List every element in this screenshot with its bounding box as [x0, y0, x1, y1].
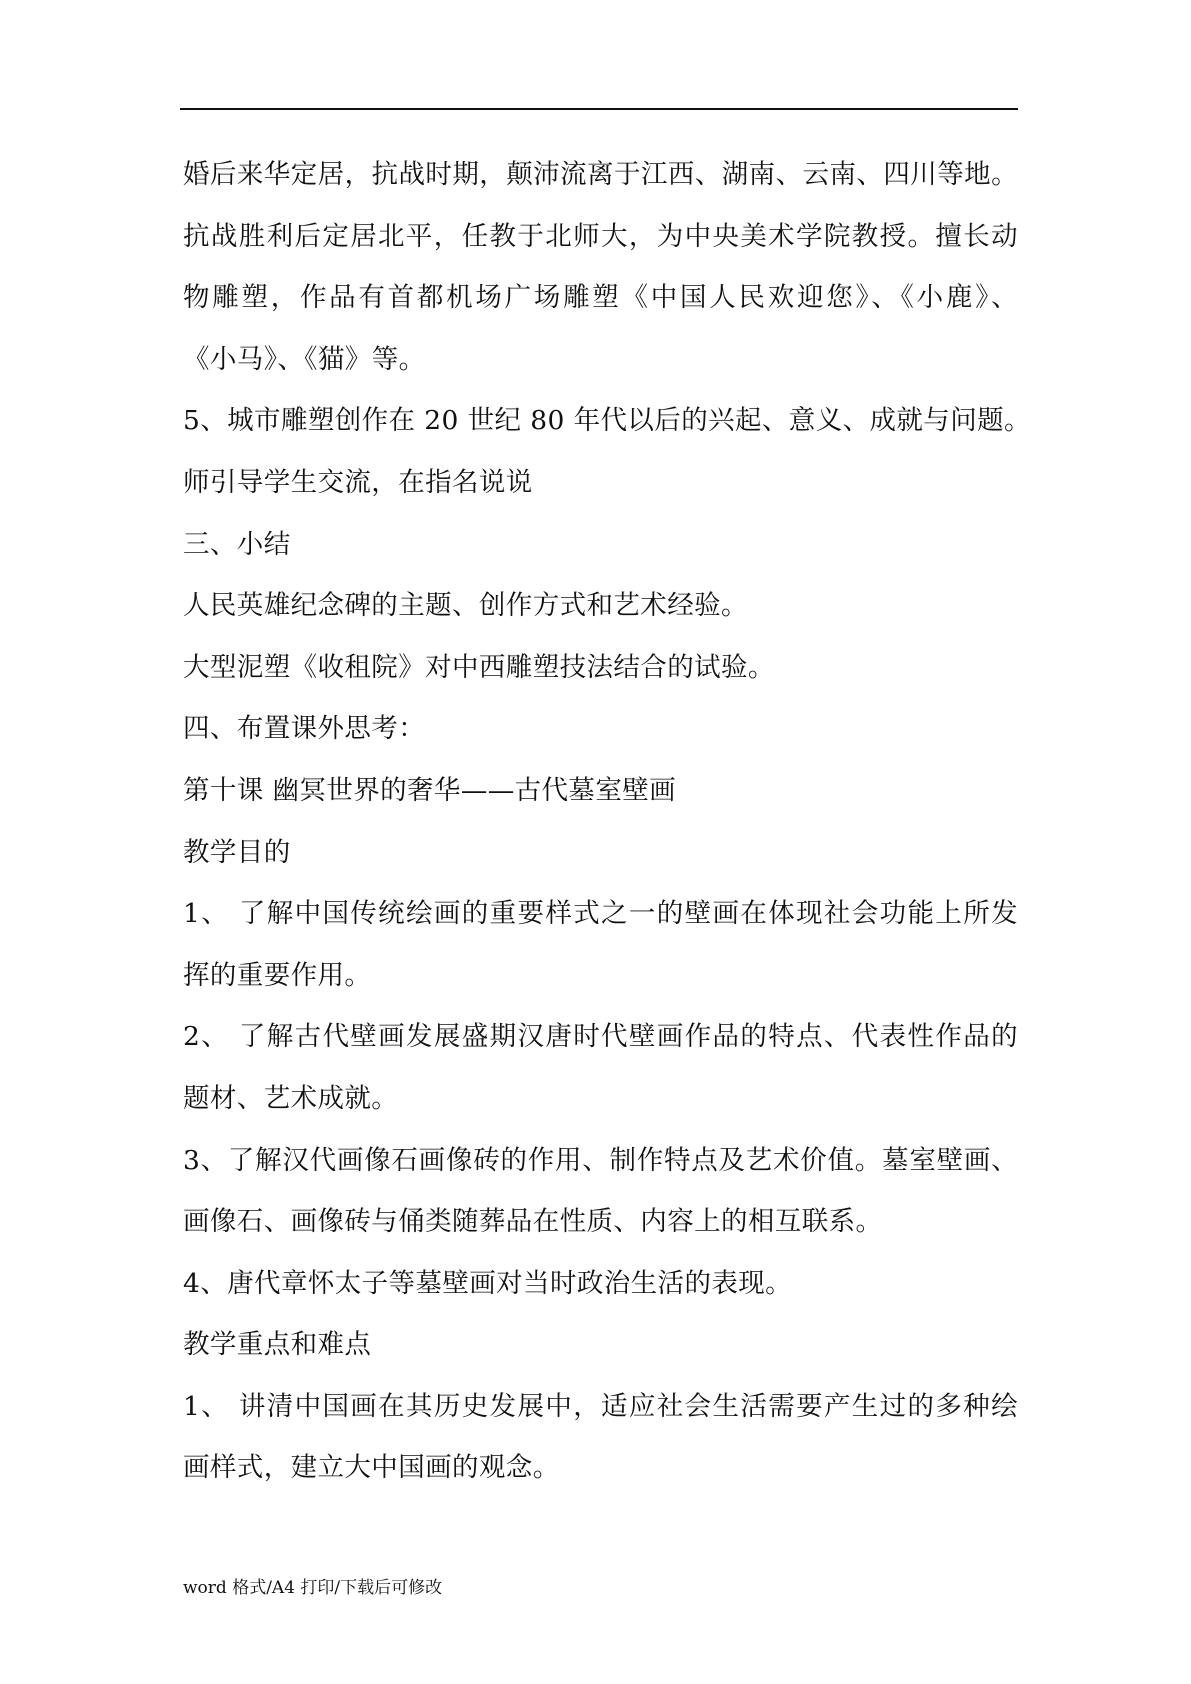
section-heading: 教学重点和难点 — [183, 1329, 372, 1361]
text-line: 4、唐代章怀太子等墓壁画对当时政治生活的表现。 — [183, 1267, 793, 1299]
text-line: 画像石、画像砖与俑类随葬品在性质、内容上的相互联系。 — [183, 1206, 883, 1238]
text-line: 5、城市雕塑创作在 20 世纪 80 年代以后的兴起、意义、成就与问题。 — [183, 405, 1031, 437]
text-line: 婚后来华定居，抗战时期，颠沛流离于江西、湖南、云南、四川等地。 — [183, 159, 1018, 190]
text-line: 1、 讲清中国画在其历史发展中，适应社会生活需要产生过的多种绘 — [183, 1390, 1018, 1422]
text-line: 人民英雄纪念碑的主题、创作方式和艺术经验。 — [183, 590, 748, 622]
text-line: 1、 了解中国传统绘画的重要样式之一的壁画在体现社会功能上所发 — [183, 898, 1018, 930]
section-heading: 四、布置课外思考： — [183, 713, 426, 745]
text-line: 2、 了解古代壁画发展盛期汉唐时代壁画作品的特点、代表性作品的 — [183, 1021, 1018, 1053]
text-line: 挥的重要作用。 — [183, 959, 372, 991]
section-heading: 三、小结 — [183, 528, 291, 560]
text-line: 《小马》、《猫》等。 — [183, 343, 426, 375]
lesson-title: 第十课 幽冥世界的奢华——古代墓室壁画 — [183, 774, 677, 806]
header-rule — [180, 108, 1018, 110]
text-line: 画样式，建立大中国画的观念。 — [183, 1452, 560, 1484]
page-footer: word 格式/A4 打印/下载后可修改 — [183, 1578, 443, 1598]
text-line: 3、了解汉代画像石画像砖的作用、制作特点及艺术价值。墓室壁画、 — [183, 1144, 1018, 1176]
text-line: 题材、艺术成就。 — [183, 1082, 399, 1114]
text-line: 抗战胜利后定居北平，任教于北师大，为中央美术学院教授。擅长动 — [183, 220, 1018, 252]
text-line: 大型泥塑《收租院》对中西雕塑技法结合的试验。 — [183, 651, 775, 683]
text-line: 物雕塑，作品有首都机场广场雕塑《中国人民欢迎您》、《小鹿》、 — [183, 282, 1018, 314]
text-line: 师引导学生交流，在指名说说 — [183, 466, 533, 498]
document-body — [183, 144, 1031, 1499]
section-heading: 教学目的 — [183, 836, 291, 868]
